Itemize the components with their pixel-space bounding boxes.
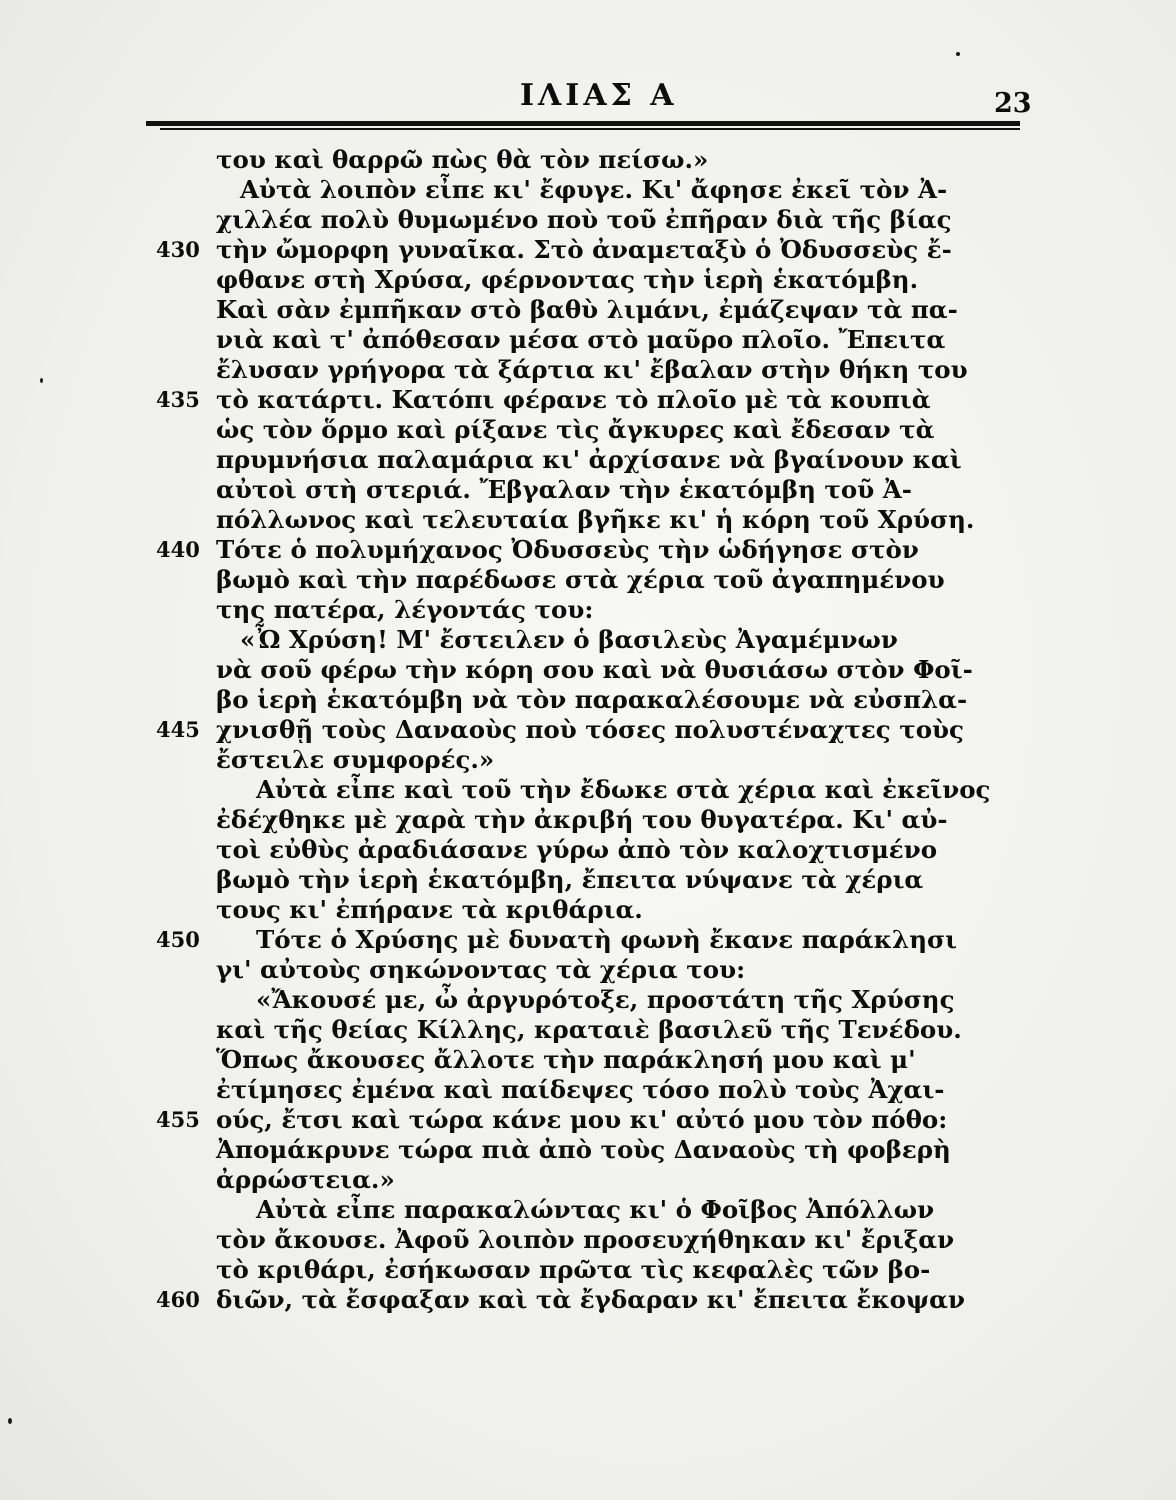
text-line: ἐτίμησες ἐμένα καὶ παίδεψες τόσο πολὺ τοὺς Ἀχαι- (216, 1075, 945, 1104)
line-number: 455 (156, 1107, 200, 1132)
line-number: 440 (156, 537, 200, 562)
running-head (0, 78, 1176, 118)
text-line: τὸν ἄκουσε. Ἀφοῦ λοιπὸν προσευχήθηκαν κι' ἔριξαν (216, 1225, 955, 1254)
text-line: αὐτοὶ στὴ στεριά. Ἔβγαλαν τὴν ἑκατόμβη τοῦ Ἀ- (216, 475, 912, 504)
line-number: 430 (156, 237, 200, 262)
verse-text (156, 145, 1048, 1315)
line-number: 450 (156, 927, 200, 952)
speck (40, 378, 43, 383)
text-line: Ἀπομάκρυνε τώρα πιὰ ἀπὸ τοὺς Δαναοὺς τὴ φοβερὴ (216, 1135, 951, 1164)
text-line: ἐδέχθηκε μὲ χαρὰ τὴν ἀκριβή του θυγατέρα. Κι' αὐ- (216, 805, 948, 834)
text-line: «Ἄκουσέ με, ὦ ἀργυρότοξε, προστάτη τῆς Χρύσης (256, 985, 955, 1014)
text-line: 455 ούς, ἔτσι καὶ τώρα κάνε μου κι' αὐτό μου τὸν πόθο: (156, 1105, 948, 1134)
text-line: νιὰ καὶ τ' ἀπόθεσαν μέσα στὸ μαῦρο πλοῖο. Ἔπειτα (216, 325, 946, 354)
text-line: 440 Τότε ὁ πολυμήχανος Ὀδυσσεὺς τὴν ὡδήγησε στὸν (156, 535, 919, 564)
text-line: Ὅπως ἄκουσες ἄλλοτε τὴν παράκλησή μου καὶ μ' (216, 1045, 916, 1074)
text-line: ἔλυσαν γρήγορα τὰ ξάρτια κι' ἔβαλαν στὴν θήκη του (216, 355, 968, 384)
text-line: 445 χνισθῇ τοὺς Δαναοὺς ποὺ τόσες πολυστέναχτες τοὺς (156, 715, 964, 744)
text-line: τὸ κριθάρι, ἐσήκωσαν πρῶτα τὶς κεφαλὲς τῶν βο- (216, 1255, 931, 1284)
text-line: ἔστειλε συμφορές.» (216, 745, 495, 774)
speck (8, 1418, 12, 1424)
header-rule (146, 121, 1020, 126)
speck (956, 52, 960, 56)
text-line: φθανε στὴ Χρύσα, φέρνοντας τὴν ἱερὴ ἑκατόμβη. (216, 265, 919, 294)
text-line: 460 διῶν, τὰ ἔσφαξαν καὶ τὰ ἔγδαραν κι' ἔπειτα ἔκοψαν (156, 1285, 965, 1314)
text-line: 450 Τότε ὁ Χρύσης μὲ δυνατὴ φωνὴ ἔκανε παράκλησι (156, 925, 957, 954)
text-line: βο ἱερὴ ἑκατόμβη νὰ τὸν παρακαλέσουμε νὰ εὐσπλα- (216, 685, 968, 714)
text-line: 435 τὸ κατάρτι. Κατόπι φέρανε τὸ πλοῖο μὲ τὰ κουπιὰ (156, 385, 931, 414)
text-line: τοὶ εὐθὺς ἀραδιάσανε γύρω ἀπὸ τὸν καλοχτισμένο (216, 835, 938, 864)
text-line: γι' αὐτοὺς σηκώνοντας τὰ χέρια του: (216, 955, 746, 984)
text-line: «Ὦ Χρύση! Μ' ἔστειλεν ὁ βασιλεὺς Ἀγαμέμνων (240, 625, 898, 654)
text-line: ἀρρώστεια.» (216, 1165, 395, 1194)
text-line: πόλλωνος καὶ τελευταία βγῆκε κι' ἡ κόρη τοῦ Χρύση. (216, 505, 975, 534)
text-line: της πατέρα, λέγοντάς του: (216, 595, 594, 624)
text-line: Αὐτὰ εἶπε παρακαλώντας κι' ὁ Φοῖβος Ἀπόλλων (256, 1195, 935, 1224)
text-line: Αὐτὰ λοιπὸν εἶπε κι' ἔφυγε. Κι' ἄφησε ἐκεῖ τὸν Ἀ- (240, 175, 948, 204)
text-line: καὶ τῆς θείας Κίλλης, κραταιὲ βασιλεῦ τῆς Τενέδου. (216, 1015, 962, 1044)
line-number: 460 (156, 1287, 200, 1312)
text-line: του καὶ θαρρῶ πὼς θὰ τὸν πείσω.» (216, 145, 709, 174)
text-line: βωμὸ καὶ τὴν παρέδωσε στὰ χέρια τοῦ ἀγαπημένου (216, 565, 945, 594)
running-title: ΙΛΙΑΣ Α (520, 78, 678, 113)
text-line: ὡς τὸν ὅρμο καὶ ρίξανε τὶς ἄγκυρες καὶ ἔδεσαν τὰ (216, 415, 935, 444)
text-line: πρυμνήσια παλαμάρια κι' ἀρχίσανε νὰ βγαίνουν καὶ (216, 445, 962, 474)
text-line: νὰ σοῦ φέρω τὴν κόρη σου καὶ νὰ θυσιάσω στὸν Φοῖ- (216, 655, 973, 684)
text-line: Αὐτὰ εἶπε καὶ τοῦ τὴν ἔδωκε στὰ χέρια καὶ ἐκεῖνος (256, 775, 991, 804)
page-number: 23 (994, 88, 1032, 119)
text-line: τους κι' ἐπήρανε τὰ κριθάρια. (216, 895, 643, 924)
header-rule-thin (160, 128, 1020, 130)
text-line: χιλλέα πολὺ θυμωμένο ποὺ τοῦ ἐπῆραν διὰ τῆς βίας (216, 205, 952, 234)
text-line: βωμὸ τὴν ἱερὴ ἑκατόμβη, ἔπειτα νύψανε τὰ χέρια (216, 865, 924, 894)
text-line: 430 τὴν ὤμορφη γυναῖκα. Στὸ ἀναμεταξὺ ὁ Ὀδυσσεὺς ἔ- (156, 235, 952, 264)
line-number: 445 (156, 717, 200, 742)
line-number: 435 (156, 387, 200, 412)
text-line: Καὶ σὰν ἐμπῆκαν στὸ βαθὺ λιμάνι, ἐμάζεψαν τὰ πα- (216, 295, 958, 324)
